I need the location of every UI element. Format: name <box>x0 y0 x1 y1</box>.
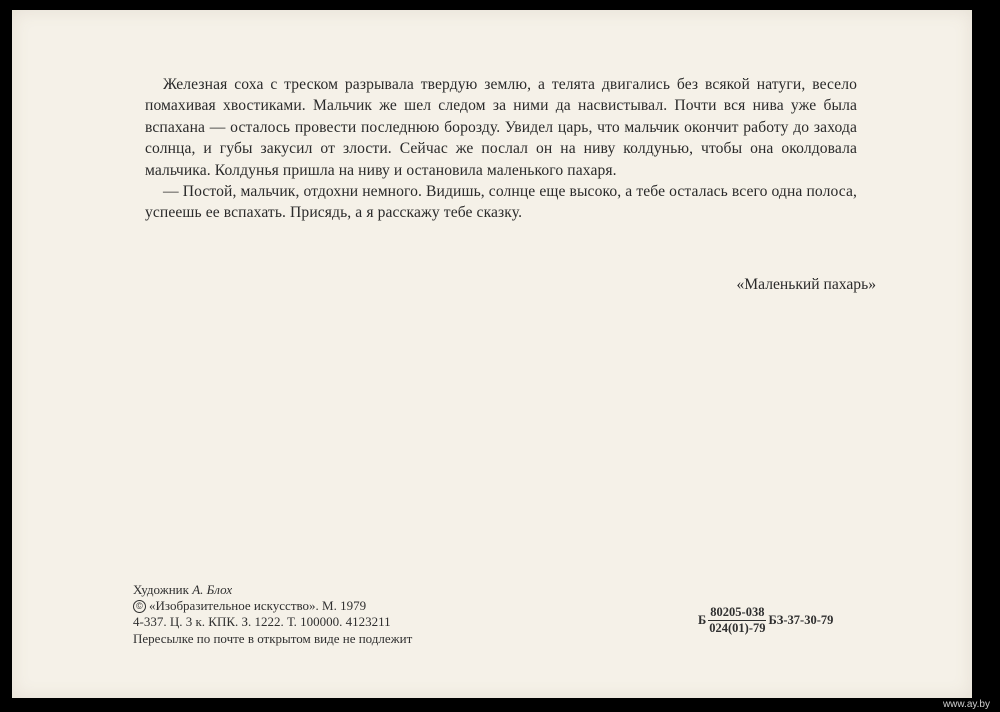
print-info-line: 4-337. Ц. 3 к. КПК. З. 1222. Т. 100000. 4123211 <box>133 614 391 630</box>
index-denominator: 024(01)-79 <box>709 621 766 635</box>
index-numerator: 80205-038 <box>710 605 765 619</box>
catalog-index <box>698 606 833 635</box>
artist-label: Художник <box>133 582 189 597</box>
artist-line <box>133 582 412 598</box>
story-paragraph-2: — Постой, мальчик, отдохни немного. Видишь, солнце еще высоко, а тебе осталась всего одна полоса, успеешь ее вспахать. Присядь, а я расскажу тебе сказку. <box>145 183 857 222</box>
index-prefix: Б <box>698 613 707 627</box>
site-watermark: www.ay.by <box>942 699 990 710</box>
copyright-icon: © <box>133 600 146 613</box>
publisher-text: «Изобразительное искусство». М. 1979 <box>149 598 367 614</box>
publisher-line <box>133 598 412 614</box>
story-source-title: «Маленький пахарь» <box>736 276 876 293</box>
mail-note-line: Пересылке по почте в открытом виде не подлежит <box>133 630 413 646</box>
postcard-back <box>12 10 972 698</box>
story-text <box>145 74 857 224</box>
index-suffix: БЗ-37-30-79 <box>768 613 834 627</box>
story-paragraph-1: Железная соха с треском разрывала твердую землю, а телята двигались без всякой натуги, весело помахивая хвостиками. Мальчик же шел следом за ними да насвистывал. Почти вся нива уже была вспахана — осталось провести последнюю борозду. Увидел царь, что мальчик окончит работу до захода солнца, и губы закусил от злости. Сейчас же послал он на ниву колдунью, чтобы она околдовала мальчика. Колдунья пришла на ниву и остановила маленького пахаря. <box>145 76 857 179</box>
index-fraction <box>707 606 767 635</box>
artist-name: А. Блох <box>192 582 233 597</box>
publication-credits <box>133 582 412 647</box>
